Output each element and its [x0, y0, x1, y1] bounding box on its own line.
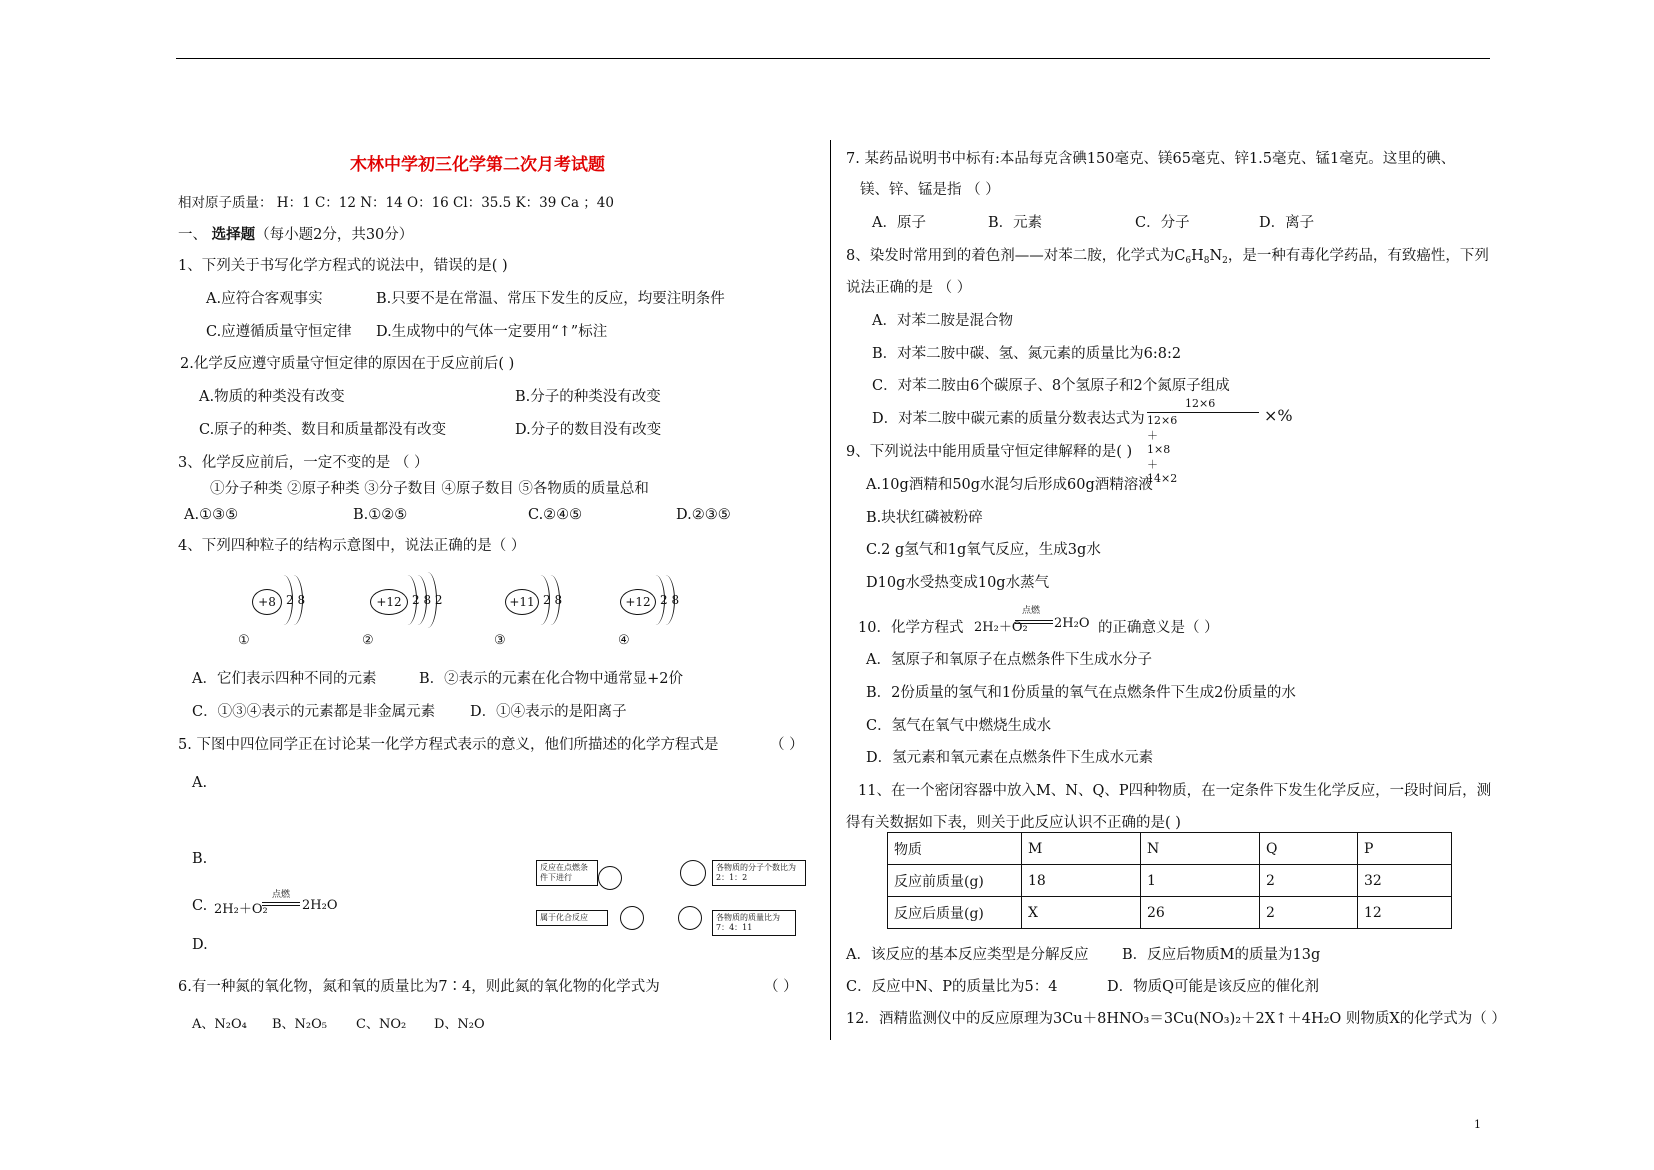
q5-equation-condition: 点燃	[272, 890, 291, 900]
q2-stem: 2.化学反应遵守质量守恒定律的原因在于反应前后( )	[180, 356, 515, 372]
q7-stem-line2: 镁、锌、锰是指 （ ）	[860, 182, 1000, 198]
q8-stem-line2: 说法正确的是 （ ）	[846, 280, 972, 296]
table-cell: N	[1141, 833, 1260, 865]
electron-count: 2 8	[286, 593, 306, 607]
q5-option-a: A.	[192, 775, 208, 791]
fraction-percent-suffix: ×%	[1264, 406, 1293, 425]
q7-stem-line1: 7. 某药品说明书中标有:本品每克含碘150毫克、镁65毫克、锌1.5毫克、锰1毫克。这里的碘、	[846, 151, 1456, 167]
table-cell: 26	[1141, 897, 1260, 929]
q3-option-d: D.②③⑤	[676, 507, 731, 523]
q2-option-d: D.分子的数目没有改变	[515, 422, 662, 438]
table-row	[888, 897, 1452, 929]
table-cell: 反应前质量(g)	[888, 865, 1022, 897]
q9-option-d: D10g水受热变成10g水蒸气	[866, 575, 1050, 591]
atom-label-3: ③	[494, 633, 506, 648]
q3-stem: 3、化学反应前后，一定不变的是 （ ）	[178, 455, 429, 471]
formula-subscript: 6	[1185, 256, 1192, 266]
q10-equation-rhs: 2H₂O	[1054, 616, 1090, 631]
atom-diagram-1	[252, 575, 362, 635]
atom-nucleus: +8	[252, 589, 282, 615]
q8-stem-end: ，是一种有毒化学药品，有致癌性，下列	[1227, 248, 1489, 264]
student-face-icon	[680, 860, 706, 886]
table-cell: X	[1022, 897, 1141, 929]
fraction-numerator: 12×6	[1185, 397, 1216, 410]
table-cell: 物质	[888, 833, 1022, 865]
q10-stem-start: 10．化学方程式	[858, 620, 964, 636]
q1-option-d: D.生成物中的气体一定要用“↑”标注	[376, 324, 608, 340]
q11-stem-line2: 得有关数据如下表，则关于此反应认识不正确的是( )	[846, 815, 1181, 831]
speech-bubble: 反应在点燃条件下进行	[536, 860, 598, 886]
q3-option-a: A.①③⑤	[184, 507, 239, 523]
electron-count: 2 8	[660, 593, 680, 607]
table-cell: 2	[1260, 897, 1358, 929]
equation-double-line	[1015, 620, 1053, 624]
table-cell: 反应后质量(g)	[888, 897, 1022, 929]
q11-option-d: D．物质Q可能是该反应的催化剂	[1107, 979, 1320, 995]
q11-option-c: C．反应中N、P的质量比为5：4	[846, 979, 1058, 995]
q7-option-a: A．原子	[872, 215, 926, 231]
q10-option-b: B．2份质量的氢气和1份质量的氧气在点燃条件下生成2份质量的水	[866, 685, 1296, 701]
q10-option-c: C．氢气在氧气中燃烧生成水	[866, 718, 1052, 734]
exam-title: 木林中学初三化学第二次月考试题	[350, 155, 605, 175]
q6-option-c: C、NO₂	[356, 1017, 407, 1032]
speech-bubble: 属于化合反应	[536, 910, 608, 926]
q7-option-c: C．分子	[1135, 215, 1190, 231]
speech-bubble: 各物质的分子个数比为2：1：2	[712, 860, 806, 886]
fraction-denominator: 12×6＋1×8＋14×2	[1147, 414, 1178, 485]
section-number: 一、	[178, 227, 207, 243]
section-name: 选择题	[211, 226, 256, 243]
student-face-icon	[620, 906, 644, 930]
atom-nucleus: +11	[505, 589, 539, 615]
q4-stem: 4、下列四种粒子的结构示意图中，说法正确的是（ ）	[178, 538, 526, 554]
q1-option-c: C.应遵循质量守恒定律	[206, 324, 352, 340]
q8-option-c: C．对苯二胺由6个碳原子、8个氢原子和2个氮原子组成	[872, 378, 1230, 394]
table-cell: 1	[1141, 865, 1260, 897]
q7-option-b: B．元素	[988, 215, 1043, 231]
q6-option-a: A、N₂O₄	[192, 1017, 247, 1032]
q1-stem: 1、下列关于书写化学方程式的说法中，错误的是( )	[178, 258, 508, 274]
formula-subscript: 8	[1203, 256, 1210, 266]
q8-stem-line1: 8、染发时常用到的着色剂——对苯二胺，化学式为$C_6H_8N_2$，是一种有毒化学药品，有致癌性，下列	[846, 248, 1489, 266]
q5-stem: 5. 下图中四位同学正在讨论某一化学方程式表示的意义，他们所描述的化学方程式是	[178, 737, 719, 753]
q8-stem-start: 8、染发时常用到的着色剂——对苯二胺，化学式为C	[846, 248, 1186, 264]
q5-option-d: D.	[192, 937, 208, 953]
q1-option-a: A.应符合客观事实	[206, 291, 323, 307]
table-cell: 12	[1358, 897, 1452, 929]
table-row	[888, 865, 1452, 897]
table-header-row	[888, 833, 1452, 865]
atom-diagram-3	[505, 575, 615, 635]
q6-answer-paren: （ ）	[764, 979, 798, 995]
student-face-icon	[598, 866, 622, 890]
q10-option-d: D．氢元素和氧元素在点燃条件下生成水元素	[866, 750, 1154, 766]
section-heading	[178, 223, 413, 244]
q3-items: ①分子种类 ②原子种类 ③分子数目 ④原子数目 ⑤各物质的质量总和	[210, 481, 649, 497]
q6-option-d: D、N₂O	[434, 1017, 485, 1032]
q9-stem: 9、下列说法中能用质量守恒定律解释的是( )	[846, 444, 1133, 460]
q4-option-d: D．①④表示的是阳离子	[470, 704, 627, 720]
student-face-icon	[678, 906, 702, 930]
q5-option-c-equation-lhs: 2H₂＋O₂	[214, 902, 268, 917]
q7-option-d: D．离子	[1259, 215, 1315, 231]
page-number: 1	[1474, 1118, 1481, 1131]
q3-option-c: C.②④⑤	[528, 507, 583, 523]
table-cell: 32	[1358, 865, 1452, 897]
table-cell: 2	[1260, 865, 1358, 897]
q10-option-a: A．氢原子和氧原子在点燃条件下生成水分子	[866, 652, 1152, 668]
atom-nucleus: +12	[370, 589, 408, 615]
q8-option-d: D．对苯二胺中碳元素的质量分数表达式为	[872, 411, 1145, 427]
atom-label-1: ①	[238, 633, 250, 648]
atom-label-2: ②	[362, 633, 374, 648]
q8-option-b: B．对苯二胺中碳、氢、氮元素的质量比为6:8:2	[872, 346, 1182, 362]
q11-option-b: B．反应后物质M的质量为13g	[1122, 947, 1321, 963]
electron-count: 2 8	[543, 593, 563, 607]
q12-stem: 12．酒精监测仪中的反应原理为3Cu＋8HNO₃＝3Cu(NO₃)₂＋2X↑＋4H₂O 则物质X的化学式为（ ）	[846, 1011, 1506, 1027]
q10-stem-end: 的正确意义是（ ）	[1098, 620, 1219, 636]
formula-subscript: 2	[1222, 256, 1228, 266]
q9-option-c: C.2 g氢气和1g氧气反应，生成3g水	[866, 542, 1101, 558]
header-rule	[176, 58, 1490, 59]
column-divider	[830, 140, 831, 1040]
q8-option-a: A．对苯二胺是混合物	[872, 313, 1013, 329]
table-cell: P	[1358, 833, 1452, 865]
q5-option-b: B.	[192, 851, 208, 867]
q10-equation-condition: 点燃	[1022, 606, 1041, 616]
speech-bubble: 各物质的质量比为7：4：11	[712, 910, 796, 936]
q1-option-b: B.只要不是在常温、常压下发生的反应，均要注明条件	[376, 291, 725, 307]
atom-label-4: ④	[618, 633, 630, 648]
q4-option-a: A．它们表示四种不同的元素	[192, 671, 377, 687]
electron-count: 2 8 2	[412, 593, 443, 607]
section-desc: （每小题2分，共30分）	[255, 227, 414, 243]
atomic-mass-line: 相对原子质量： H：1 C：12 N：14 O：16 Cl：35.5 K：39 Ca ；40	[178, 195, 614, 211]
q9-option-a: A.10g酒精和50g水混匀后形成60g酒精溶液	[866, 477, 1153, 493]
fraction-bar	[1147, 412, 1259, 413]
q2-option-b: B.分子的种类没有改变	[515, 389, 661, 405]
q2-option-c: C.原子的种类、数目和质量都没有改变	[199, 422, 447, 438]
q5-option-c-equation-rhs: 2H₂O	[302, 898, 338, 913]
atom-diagram-2	[370, 575, 480, 635]
table-cell: 18	[1022, 865, 1141, 897]
q4-option-b: B．②表示的元素在化合物中通常显+2价	[419, 671, 684, 687]
q2-option-a: A.物质的种类没有改变	[199, 389, 345, 405]
table-cell: Q	[1260, 833, 1358, 865]
q3-option-b: B.①②⑤	[353, 507, 408, 523]
q9-option-b: B.块状红磷被粉碎	[866, 510, 983, 526]
atom-diagram-4	[620, 575, 730, 635]
table-cell: M	[1022, 833, 1141, 865]
q4-option-c: C．①③④表示的元素都是非金属元素	[192, 704, 436, 720]
q11-stem-line1: 11、在一个密闭容器中放入M、N、Q、P四种物质，在一定条件下发生化学反应，一段时间后，测	[858, 783, 1492, 799]
q6-option-b: B、N₂O₅	[272, 1017, 328, 1032]
discussion-cartoon	[534, 856, 810, 940]
q10-equation-lhs: 2H₂＋O₂	[974, 620, 1028, 635]
q11-option-a: A．该反应的基本反应类型是分解反应	[846, 947, 1089, 963]
q5-answer-paren: （ ）	[770, 737, 804, 753]
atom-nucleus: +12	[620, 589, 656, 615]
q6-stem: 6.有一种氮的氧化物，氮和氧的质量比为7∶4，则此氮的氧化物的化学式为	[178, 979, 660, 995]
mass-data-table	[887, 832, 1452, 929]
equation-double-line	[262, 902, 300, 906]
q5-option-c-label: C.	[192, 898, 208, 914]
